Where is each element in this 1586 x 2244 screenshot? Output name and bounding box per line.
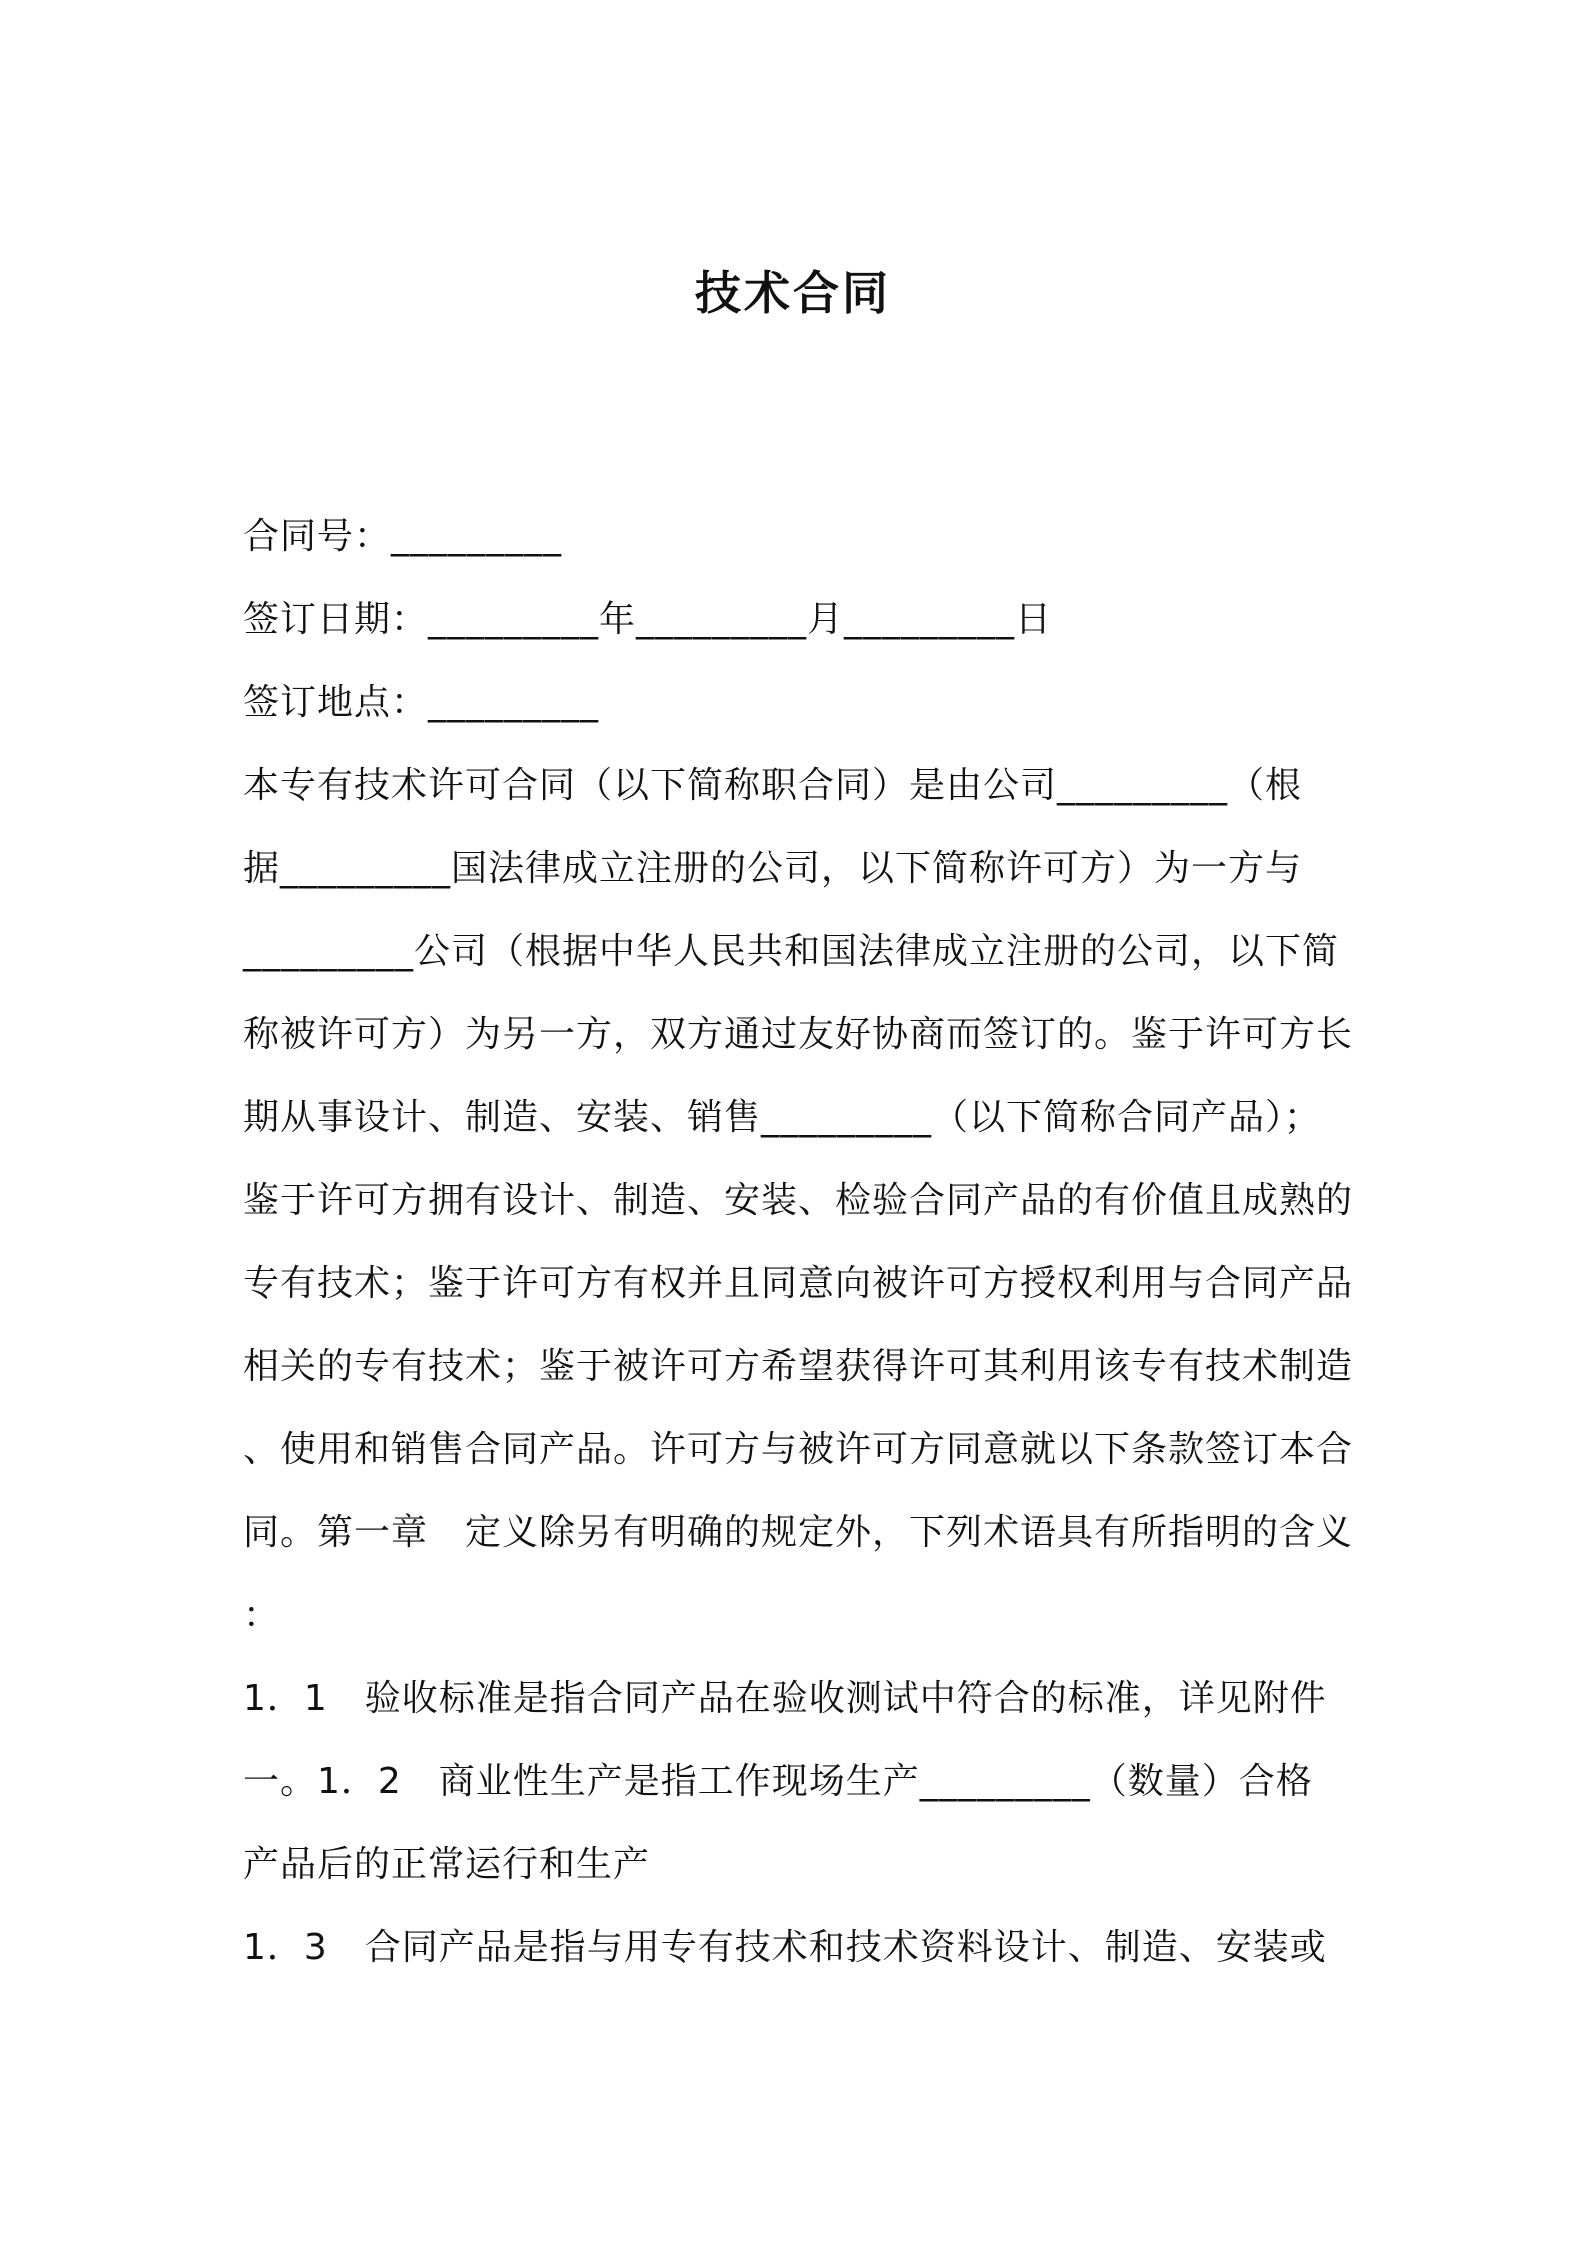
paragraph-line: 称被许可方）为另一方，双方通过友好协商而签订的。鉴于许可方长	[243, 1014, 1354, 1055]
clause-line: 1．1 验收标准是指合同产品在验收测试中符合的标准，详见附件	[243, 1678, 1327, 1719]
paragraph-line: 、使用和销售合同产品。许可方与被许可方同意就以下条款签订本合	[243, 1429, 1354, 1470]
paragraph-line: 同。第一章 定义除另有明确的规定外，下列术语具有所指明的含义	[243, 1512, 1354, 1553]
clause-line: 产品后的正常运行和生产	[243, 1844, 651, 1885]
signing-date-line: 签订日期：_________年_________月_________日	[243, 599, 1053, 640]
paragraph-line: ：	[243, 1595, 281, 1636]
paragraph-line: 鉴于许可方拥有设计、制造、安装、检验合同产品的有价值且成熟的	[243, 1180, 1354, 1221]
clause-line: 一。1．2 商业性生产是指工作现场生产_________（数量）合格	[243, 1761, 1313, 1802]
clause-line: 1．3 合同产品是指与用专有技术和技术资料设计、制造、安装或	[243, 1927, 1327, 1968]
contract-body	[243, 495, 1353, 1989]
paragraph-line: 据_________国法律成立注册的公司，以下简称许可方）为一方与	[243, 848, 1303, 889]
document-title: 技术合同	[695, 266, 891, 320]
paragraph-line: 本专有技术许可合同（以下简称职合同）是由公司_________（根	[243, 765, 1303, 806]
paragraph-line: 相关的专有技术；鉴于被许可方希望获得许可其利用该专有技术制造	[243, 1346, 1354, 1387]
contract-number-line: 合同号：_________	[243, 516, 563, 557]
paragraph-line: 期从事设计、制造、安装、销售_________（以下简称合同产品）；	[243, 1097, 1322, 1138]
signing-place-line: 签订地点：_________	[243, 682, 600, 723]
paragraph-line: _________公司（根据中华人民共和国法律成立注册的公司，以下简	[243, 931, 1340, 972]
paragraph-line: 专有技术；鉴于许可方有权并且同意向被许可方授权利用与合同产品	[243, 1263, 1354, 1304]
